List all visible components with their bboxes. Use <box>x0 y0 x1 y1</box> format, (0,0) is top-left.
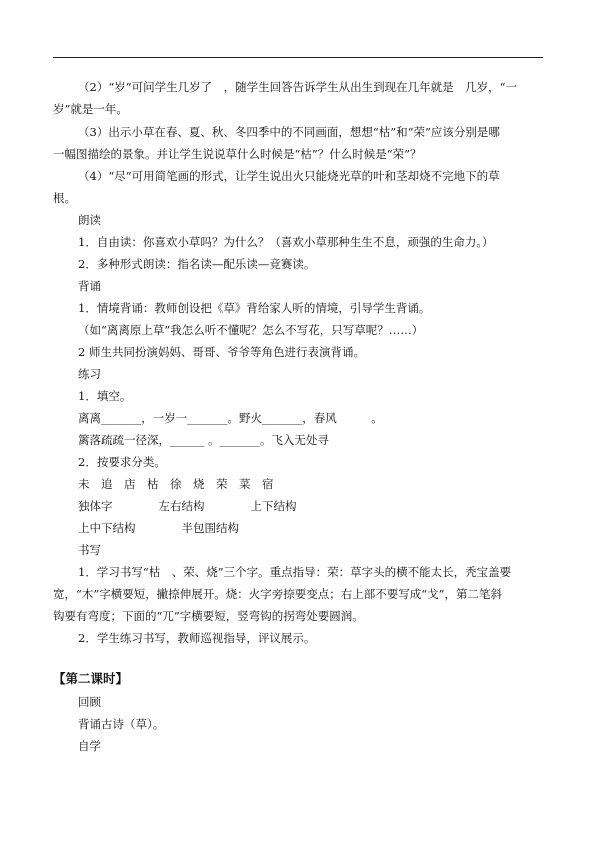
text-line: 岁”就是一年。 <box>53 102 128 116</box>
text-line: 2 师生共同扮演妈妈、哥哥、爷爷等角色进行表演背诵。 <box>78 345 365 359</box>
text-line: 根。 <box>53 191 76 205</box>
text-line: 一幅图描绘的景象。并让学生说说草什么时候是“枯”？什么时候是“荣”？ <box>53 147 422 161</box>
text-line: 2．学生练习书写，教师巡视指导，评议展示。 <box>78 631 316 645</box>
header-rule <box>53 57 543 58</box>
text-line: （如“离离原上草”我怎么听不懂呢？怎么不写花，只写草呢？……） <box>78 323 424 337</box>
text-line: 离离_______，一岁一_______。野火_______，春风 。 <box>78 411 383 425</box>
text-line: （4）“尽”可用简笔画的形式，让学生说出火只能烧光草的叶和茎却烧不完地下的草 <box>78 169 500 183</box>
text-line: 1．情境背诵：教师创设把《草》背给家人听的情境，引导学生背诵。 <box>78 301 431 315</box>
text-line: 上中下结构 半包围结构 <box>78 521 239 535</box>
text-line: 背诵 <box>78 279 101 293</box>
text-line: （3）出示小草在春、夏、秋、冬四季中的不同画面，想想“枯”和“荣”应该分别是哪 <box>78 125 500 139</box>
text-line: 练习 <box>78 367 101 381</box>
text-line: 背诵古诗（草）。 <box>78 717 165 731</box>
text-line: 1．学习书写“枯 、荣、烧”三个字。重点指导：荣：草字头的横不能太长，秃宝盖要 <box>78 565 512 579</box>
text-line: 书写 <box>78 543 101 557</box>
text-line: 2．多种形式朗读：指名读—配乐读—竞赛读。 <box>78 257 316 271</box>
text-line: 独体字 左右结构 上下结构 <box>78 499 297 513</box>
text-line: 宽，“木”字横要短，撇捺伸展开。烧：火字旁捺要变点；右上部不要写成“戈”，第二笔斜 <box>53 587 503 601</box>
text-line: （2）“岁”可问学生几岁了 ，随学生回答告诉学生从出生到现在几年就是 几岁，“一 <box>78 80 517 94</box>
text-line: 2．按要求分类。 <box>78 455 166 469</box>
text-line: 未 追 店 枯 徐 烧 荣 菜 宿 <box>78 477 274 491</box>
section-heading: 【第二课时】 <box>53 671 129 686</box>
text-line: 篱落疏疏一径深，______ 。_______。飞入无处寻 <box>78 433 329 447</box>
text-line: 1．自由读：你喜欢小草吗？为什么？（喜欢小草那种生生不息，顽强的生命力。） <box>78 235 494 249</box>
text-line: 朗读 <box>78 213 101 227</box>
text-line: 钩要有弯度；下面的“兀”字横要短，竖弯钩的拐弯处要圆润。 <box>53 609 364 623</box>
text-line: 回顾 <box>78 695 101 709</box>
text-line: 1．填空。 <box>78 389 132 403</box>
text-line: 自学 <box>78 739 101 753</box>
